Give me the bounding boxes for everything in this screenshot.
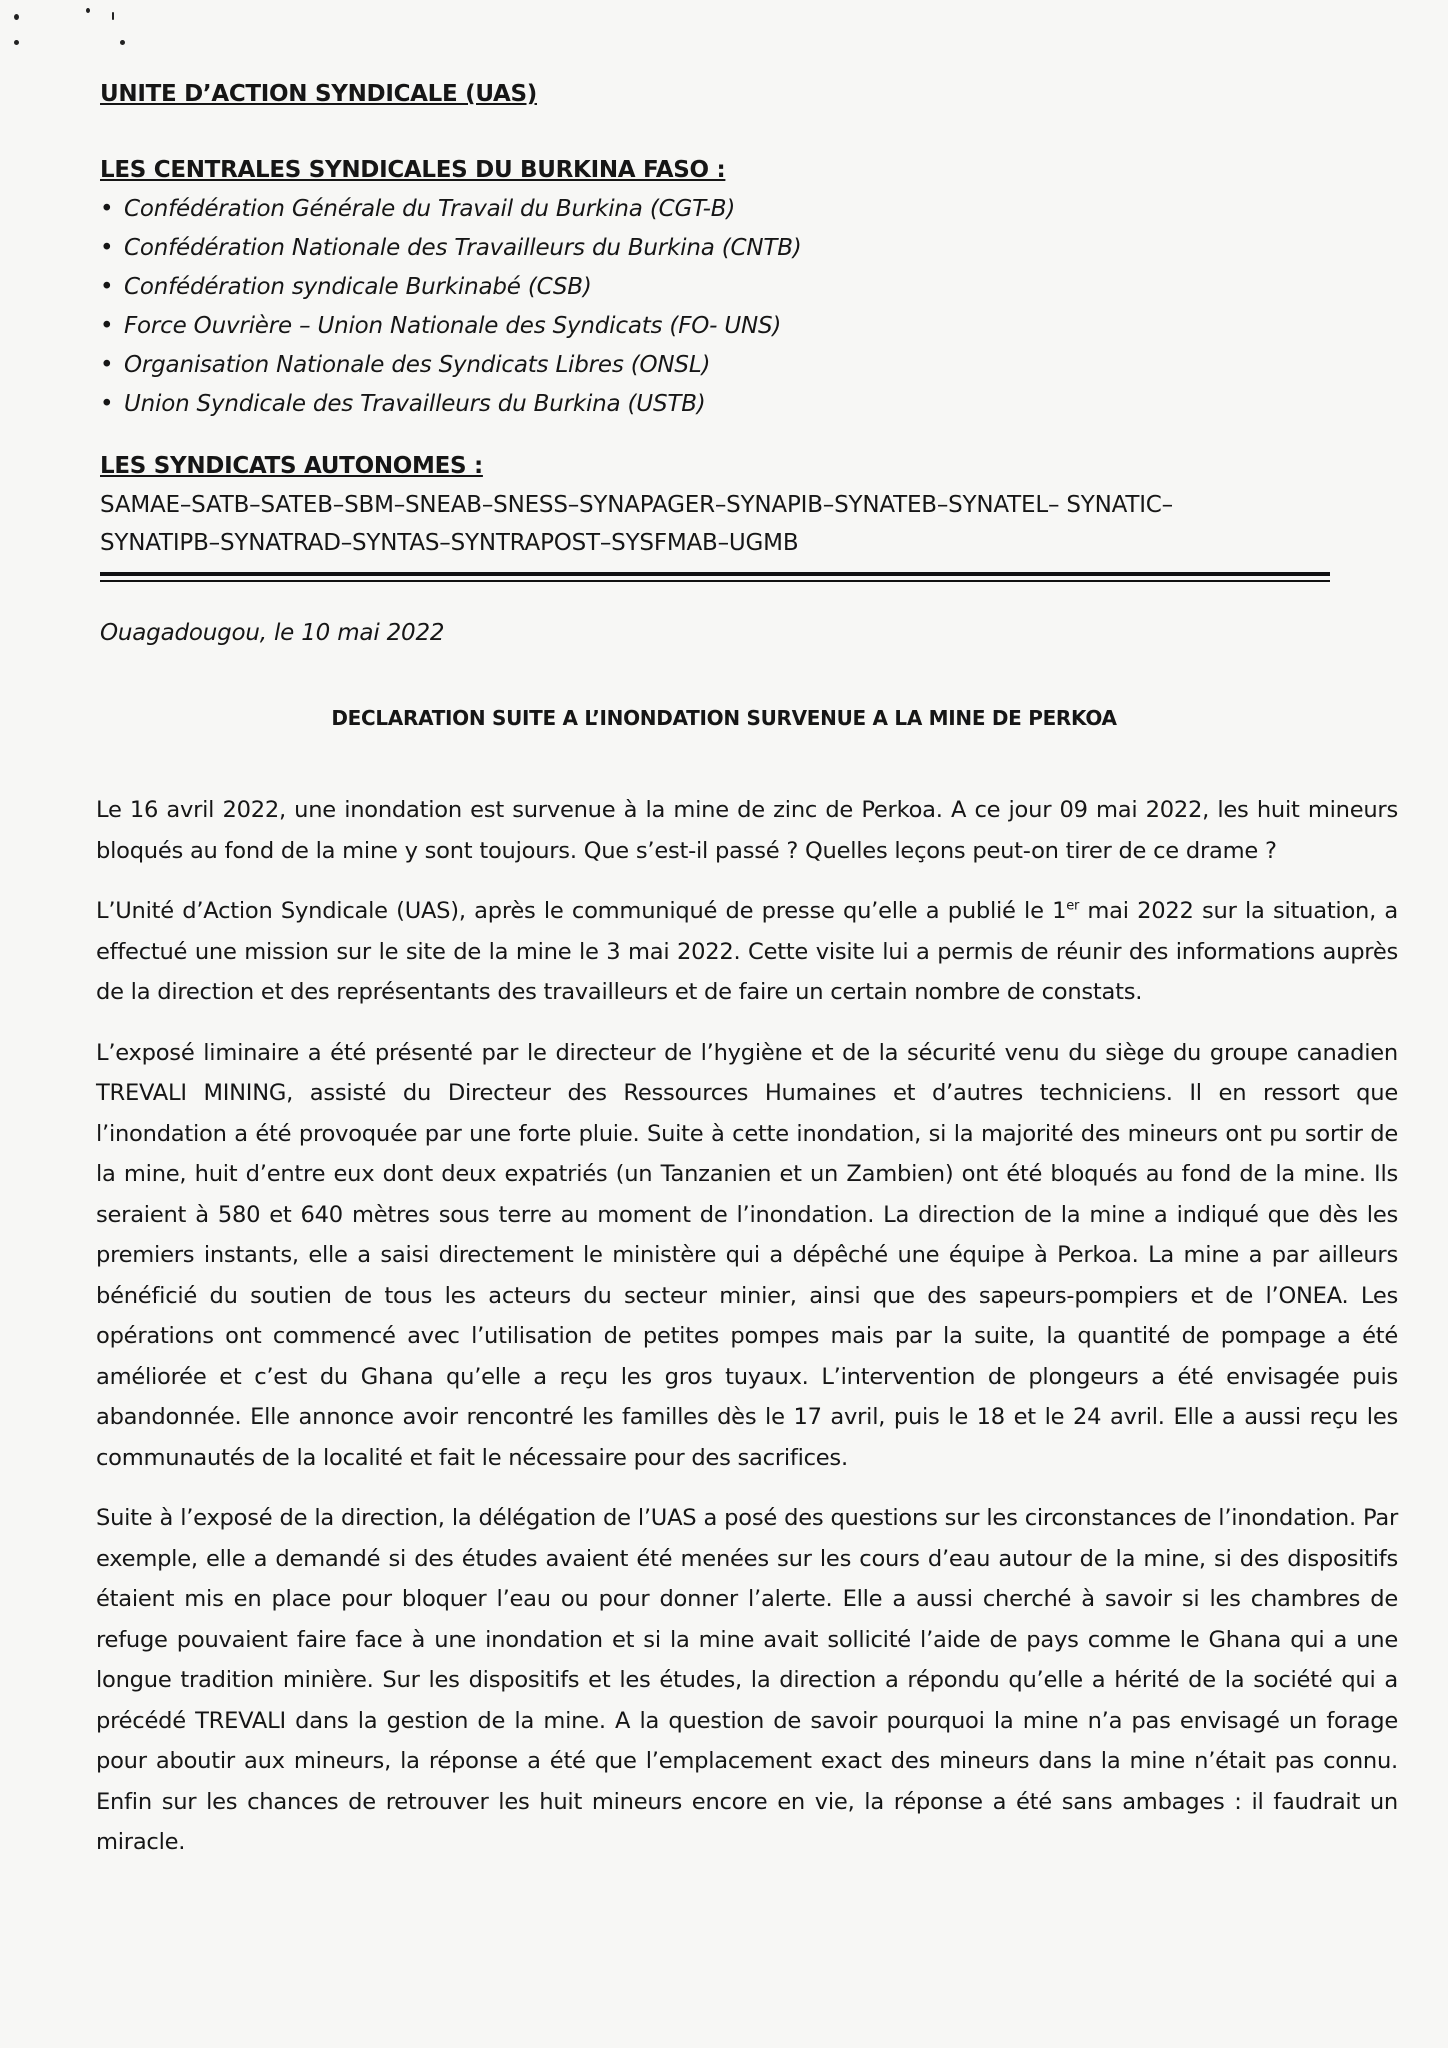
list-item: • Confédération Générale du Travail du Burkina (CGT-B) <box>100 190 802 229</box>
paragraph: Le 16 avril 2022, une inondation est survenue à la mine de zinc de Perkoa. A ce jour 09 mai 2022, les huit mineurs bloqués au fond de la mine y sont toujours. Que s’est-il passé ? Quelles leçons peut-on tirer de ce drame ? <box>96 797 1398 864</box>
bullet-icon: • <box>100 196 114 222</box>
list-item: • Confédération syndicale Burkinabé (CSB) <box>100 268 802 307</box>
centrales-list <box>100 190 802 424</box>
header-divider-thin <box>100 580 1330 582</box>
bullet-icon: • <box>100 313 114 339</box>
paragraph: Suite à l’exposé de la direction, la délégation de l’UAS a posé des questions sur les circonstances de l’inondation. Par exemple, elle a demandé si des études avaient été menées sur les cours d’eau autour de la mine, si des dispositifs étaient mis en place pour bloquer l’eau ou pour donner l’alerte. Elle a aussi cherché à savoir si les chambres de refuge pouvaient faire face à une inondation et si la mine avait sollicité l’aide de pays comme le Ghana qui a une longue tradition minière. Sur les dispositifs et les études, la direction a répondu qu’elle a hérité de la société qui a précédé TREVALI dans la gestion de la mine. A la question de savoir pourquoi la mine n’a pas envisagé un forage pour aboutir aux mineurs, la réponse a été que l’emplacement exact des mineurs dans la mine n’était pas connu. Enfin sur les chances de retrouver les huit mineurs encore en vie, la réponse a été sans ambages : il faudrait un miracle. <box>96 1505 1398 1855</box>
document-date: Ouagadougou, le 10 mai 2022 <box>100 620 445 646</box>
centrales-heading: LES CENTRALES SYNDICALES DU BURKINA FASO : <box>100 157 726 183</box>
list-item: • Union Syndicale des Travailleurs du Burkina (USTB) <box>100 385 802 424</box>
bullet-icon: • <box>100 391 114 417</box>
org-title: UNITE D’ACTION SYNDICALE (UAS) <box>100 81 537 107</box>
declaration-title: DECLARATION SUITE A L’INONDATION SURVENUE A LA MINE DE PERKOA <box>331 706 1117 730</box>
paragraph: L’exposé liminaire a été présenté par le directeur de l’hygiène et de la sécurité venu du siège du groupe canadien TREVALI MINING, assisté du Directeur des Ressources Humaines et d’autres techniciens. Il en ressort que l’inondation a été provoquée par une forte pluie. Suite à cette inondation, si la majorité des mineurs ont pu sortir de la mine, huit d’entre eux dont deux expatriés (un Tanzanien et un Zambien) ont été bloqués au fond de la mine. Ils seraient à 580 et 640 mètres sous terre au moment de l’inondation. La direction de la mine a indiqué que dès les premiers instants, elle a saisi directement le ministère qui a dépêché une équipe à Perkoa. La mine a par ailleurs bénéficié du soutien de tous les acteurs du secteur minier, ainsi que des sapeurs-pompiers et de l’ONEA. Les opérations ont commencé avec l’utilisation de petites pompes mais par la suite, la quantité de pompage a été améliorée et c’est du Ghana qu’elle a reçu les gros tuyaux. L’intervention de plongeurs a été envisagée puis abandonnée. Elle annonce avoir rencontré les familles dès le 17 avril, puis le 18 et le 24 avril. Elle a aussi reçu les communautés de la localité et fait le nécessaire pour des sacrifices. <box>96 1039 1398 1471</box>
bullet-icon: • <box>100 352 114 378</box>
header-divider-thick <box>100 572 1330 576</box>
autonomes-list <box>100 486 1360 562</box>
list-item: • Force Ouvrière – Union Nationale des Syndicats (FO- UNS) <box>100 307 802 346</box>
autonomes-line: SYNATIPB–SYNATRAD–SYNTAS–SYNTRAPOST–SYSFMAB–UGMB <box>100 530 799 556</box>
list-item: • Confédération Nationale des Travailleurs du Burkina (CNTB) <box>100 229 802 268</box>
autonomes-line: SAMAE–SATB–SATEB–SBM–SNEAB–SNESS–SYNAPAGER–SYNAPIB–SYNATEB–SYNATEL– SYNATIC– <box>100 492 1173 518</box>
paragraph: L’Unité d’Action Syndicale (UAS), après le communiqué de presse qu’elle a publié le 1er mai 2022 sur la situation, a effectué une mission sur le site de la mine le 3 mai 2022. Cette visite lui a permis de réunir des informations auprès de la direction et des représentants des travailleurs et de faire un certain nombre de constats. <box>96 898 1398 1005</box>
bullet-icon: • <box>100 235 114 261</box>
letterhead <box>100 80 1400 556</box>
list-item: • Organisation Nationale des Syndicats Libres (ONSL) <box>100 346 802 385</box>
autonomes-heading: LES SYNDICATS AUTONOMES : <box>100 453 483 479</box>
bullet-icon: • <box>100 274 114 300</box>
declaration-body <box>96 790 1398 1883</box>
